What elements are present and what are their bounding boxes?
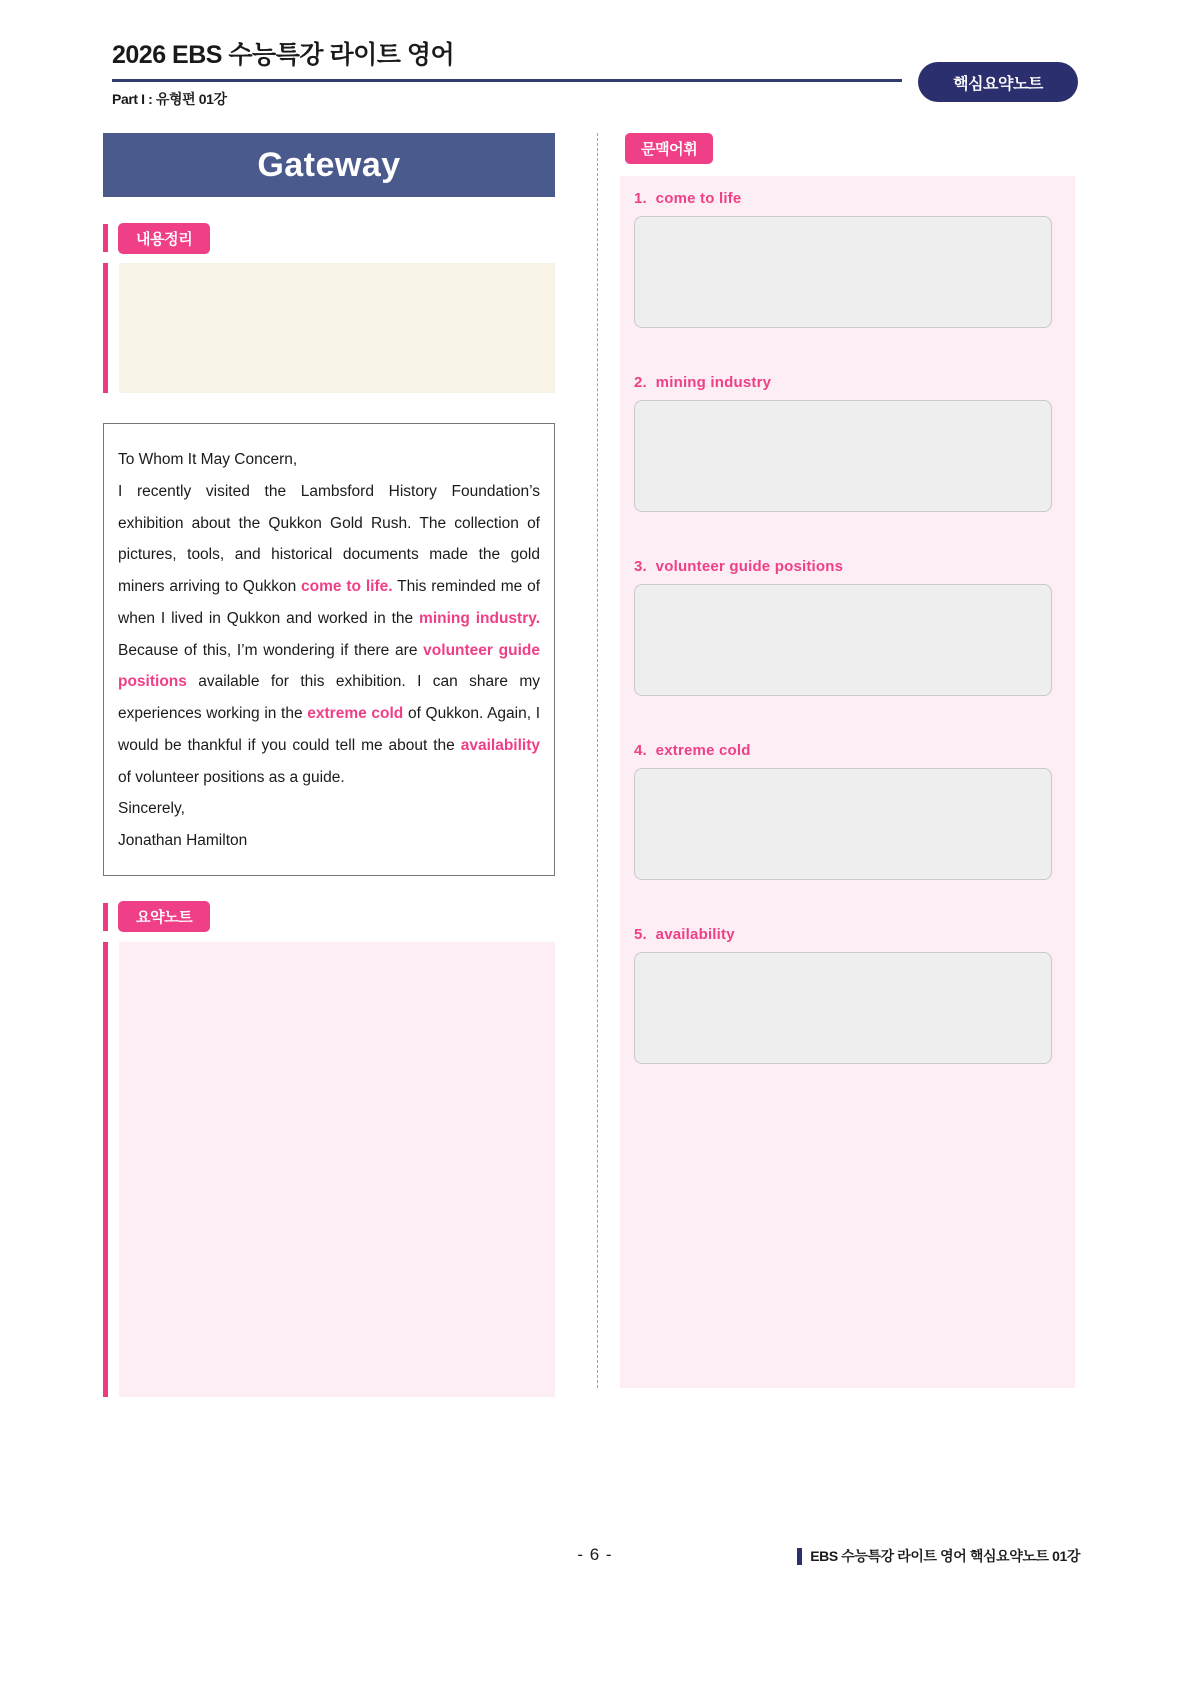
passage-highlight-1: come to life. <box>301 578 393 596</box>
accent-bar <box>103 942 108 1397</box>
footer-text: EBS 수능특강 라이트 영어 핵심요약노트 01강 <box>810 1548 1080 1564</box>
voca-text-1: come to life <box>655 190 742 207</box>
summary-label: 내용정리 <box>118 223 210 254</box>
passage-salutation: To Whom It May Concern, <box>118 451 298 468</box>
list-item <box>634 558 1055 696</box>
passage-text-6: of volunteer positions as a guide. <box>118 768 345 786</box>
document-header <box>112 41 1078 107</box>
note-writing-area[interactable] <box>119 942 555 1397</box>
voca-number-3: 3. <box>634 558 647 575</box>
list-item <box>634 926 1055 1064</box>
passage-body <box>118 476 540 794</box>
note-section-header <box>103 902 555 932</box>
passage-signature: Jonathan Hamilton <box>118 832 248 850</box>
summary-writing-area[interactable] <box>119 263 555 393</box>
voca-panel <box>620 176 1075 1388</box>
passage-text-1: I recently visited the Lambsford History Foundation’s exhibition about the Qukkon Gold Rush. The collection of pictures, tools, and historical documents made the gold miners arriving to Qukkon <box>118 482 540 596</box>
passage-highlight-2: mining industry. <box>419 609 541 627</box>
voca-text-5: availability <box>655 926 735 943</box>
gateway-banner: Gateway <box>103 133 555 197</box>
voca-text-4: extreme cold <box>655 742 751 759</box>
voca-answer-area-5[interactable] <box>634 952 1052 1064</box>
passage-highlight-4: extreme cold <box>307 705 404 723</box>
voca-term-5 <box>634 926 1055 943</box>
voca-text-3: volunteer guide positions <box>655 558 844 575</box>
voca-number-5: 5. <box>634 926 647 943</box>
voca-term-4 <box>634 742 1055 759</box>
voca-term-1 <box>634 190 1055 207</box>
part-subtitle: Part I : 유형편 01강 <box>112 91 227 107</box>
left-column <box>103 133 555 1397</box>
accent-bar <box>103 263 108 393</box>
passage-text-3: Because of this, I’m wondering if there are <box>118 641 424 659</box>
voca-answer-area-2[interactable] <box>634 400 1052 512</box>
footer-caption <box>797 1546 1080 1566</box>
accent-bar <box>103 903 108 931</box>
summary-section-header <box>103 223 555 253</box>
note-label: 요약노트 <box>118 901 210 932</box>
accent-bar <box>103 224 108 252</box>
voca-number-2: 2. <box>634 374 647 391</box>
note-box-wrapper <box>103 942 555 1397</box>
footer-mark-icon <box>797 1548 802 1565</box>
voca-term-3 <box>634 558 1055 575</box>
voca-answer-area-3[interactable] <box>634 584 1052 696</box>
status-badge: 핵심요약노트 <box>918 62 1078 102</box>
page-number: - 6 - <box>577 1545 613 1564</box>
voca-number-4: 4. <box>634 742 647 759</box>
right-column <box>620 133 1075 1388</box>
voca-number-1: 1. <box>634 190 647 207</box>
passage-highlight-5: availability <box>460 736 540 754</box>
reading-passage <box>103 423 555 876</box>
column-divider <box>597 133 598 1388</box>
voca-answer-area-4[interactable] <box>634 768 1052 880</box>
passage-text-4: available for this exhibition. I can share my experiences working in the <box>118 673 540 723</box>
passage-highlight-3: volunteer guide positions <box>118 641 540 691</box>
passage-text-5: of Qukkon. Again, I would be thankful if you could tell me about the <box>118 705 541 754</box>
voca-answer-area-1[interactable] <box>634 216 1052 328</box>
voca-term-2 <box>634 374 1055 391</box>
header-divider <box>112 79 902 82</box>
passage-closing: Sincerely, <box>118 800 185 818</box>
summary-box-wrapper <box>103 263 555 393</box>
list-item <box>634 374 1055 512</box>
passage-text-2: This reminded me of when I lived in Qukkon and worked in the <box>118 578 541 627</box>
voca-text-2: mining industry <box>655 374 772 391</box>
list-item <box>634 742 1055 880</box>
voca-label: 문맥어휘 <box>625 133 713 164</box>
voca-section-header <box>620 133 1075 164</box>
page-title: 2026 EBS 수능특강 라이트 영어 <box>112 41 455 69</box>
list-item <box>634 190 1055 328</box>
